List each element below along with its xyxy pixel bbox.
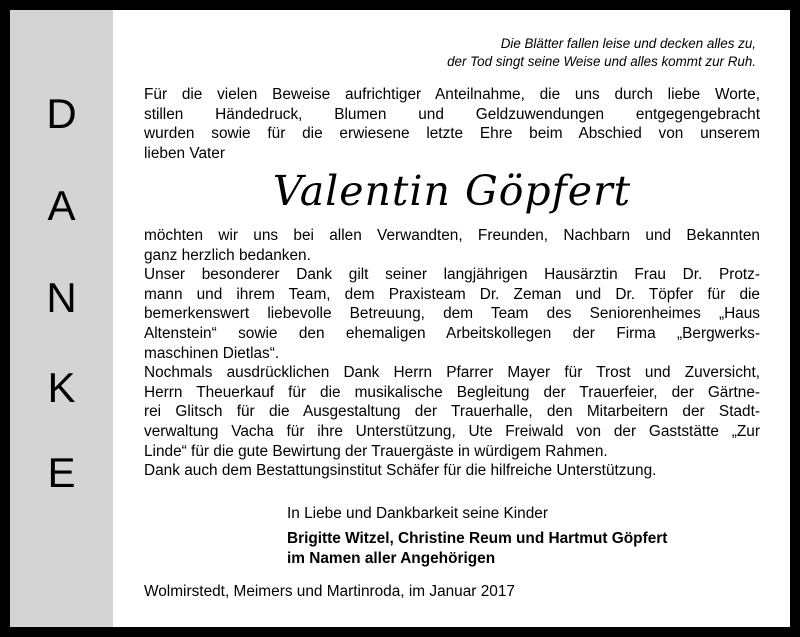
text-line: maschinen Dietlas“.: [144, 344, 280, 362]
signature-intro: In Liebe und Dankbarkeit seine Kinder: [287, 505, 548, 522]
danke-letter-n: N: [46, 274, 77, 321]
danke-letter-k: K: [47, 364, 76, 411]
danke-sidebar: [10, 10, 113, 627]
text-line: Unser besonderer Dank gilt seiner langjährigen Hausärztin Frau Dr. Protz-: [144, 266, 760, 284]
text-line: Dank auch dem Bestattungsinstitut Schäfer für die hilfreiche Unterstützung.: [144, 462, 657, 480]
danke-letter-a: A: [47, 182, 76, 229]
text-line: stillen Händedruck, Blumen und Geldzuwendungen entgegengebracht: [144, 105, 760, 123]
motto-line: Die Blätter fallen leise und decken alles zu,: [500, 36, 756, 51]
motto-line: der Tod singt seine Weise und alles kommt zur Ruh.: [447, 54, 756, 69]
text-line: mann und ihrem Team, dem Praxisteam Dr. Zeman und Dr. Töpfer für die: [144, 285, 760, 303]
text-line: Herrn Theuerkauf für die musikalische Begleitung der Trauerfeier, der Gärtne-: [144, 383, 760, 401]
danke-letter-d: D: [46, 90, 77, 137]
text-line: Für die vielen Beweise aufrichtiger Anteilnahme, die uns durch liebe Worte,: [144, 86, 760, 103]
motto-verse: [447, 35, 756, 71]
text-line: Linde“ für die gute Bewirtung der Trauergäste in würdigem Rahmen.: [144, 442, 608, 460]
text-line: rei Glitsch für die Ausgestaltung der Trauerhalle, den Mitarbeitern der Stadt-: [144, 403, 760, 421]
signature-family: im Namen aller Angehörigen: [287, 550, 496, 567]
intro-paragraph: [144, 85, 760, 163]
place-date: Wolmirstedt, Meimers und Martinroda, im Januar 2017: [144, 583, 515, 600]
text-line: bemerkenswert liebevolle Betreuung, dem Team des Seniorenheimes „Haus: [144, 305, 760, 323]
body-paragraph: [144, 226, 760, 481]
text-line: ganz herzlich bedanken.: [144, 246, 311, 264]
signature-names: Brigitte Witzel, Christine Reum und Hartmut Göpfert: [287, 530, 668, 547]
text-line: wurden sowie für die erwiesene letzte Ehre beim Abschied von unserem: [144, 125, 760, 143]
text-line: Nochmals ausdrücklichen Dank Herrn Pfarrer Mayer für Trost und Zuversicht,: [144, 364, 760, 382]
deceased-name: Valentin Göpfert: [272, 167, 632, 215]
obituary-notice: [10, 10, 790, 627]
text-line: möchten wir uns bei allen Verwandten, Freunden, Nachbarn und Bekannten: [144, 227, 760, 244]
text-line: verwaltung Vacha für ihre Unterstützung, Ute Freiwald von der Gaststätte „Zur: [144, 422, 760, 440]
text-line: lieben Vater: [144, 144, 225, 162]
danke-letter-e: E: [47, 449, 76, 496]
text-line: Altenstein“ sowie den ehemaligen Arbeitskollegen der Firma „Bergwerks-: [144, 324, 760, 342]
